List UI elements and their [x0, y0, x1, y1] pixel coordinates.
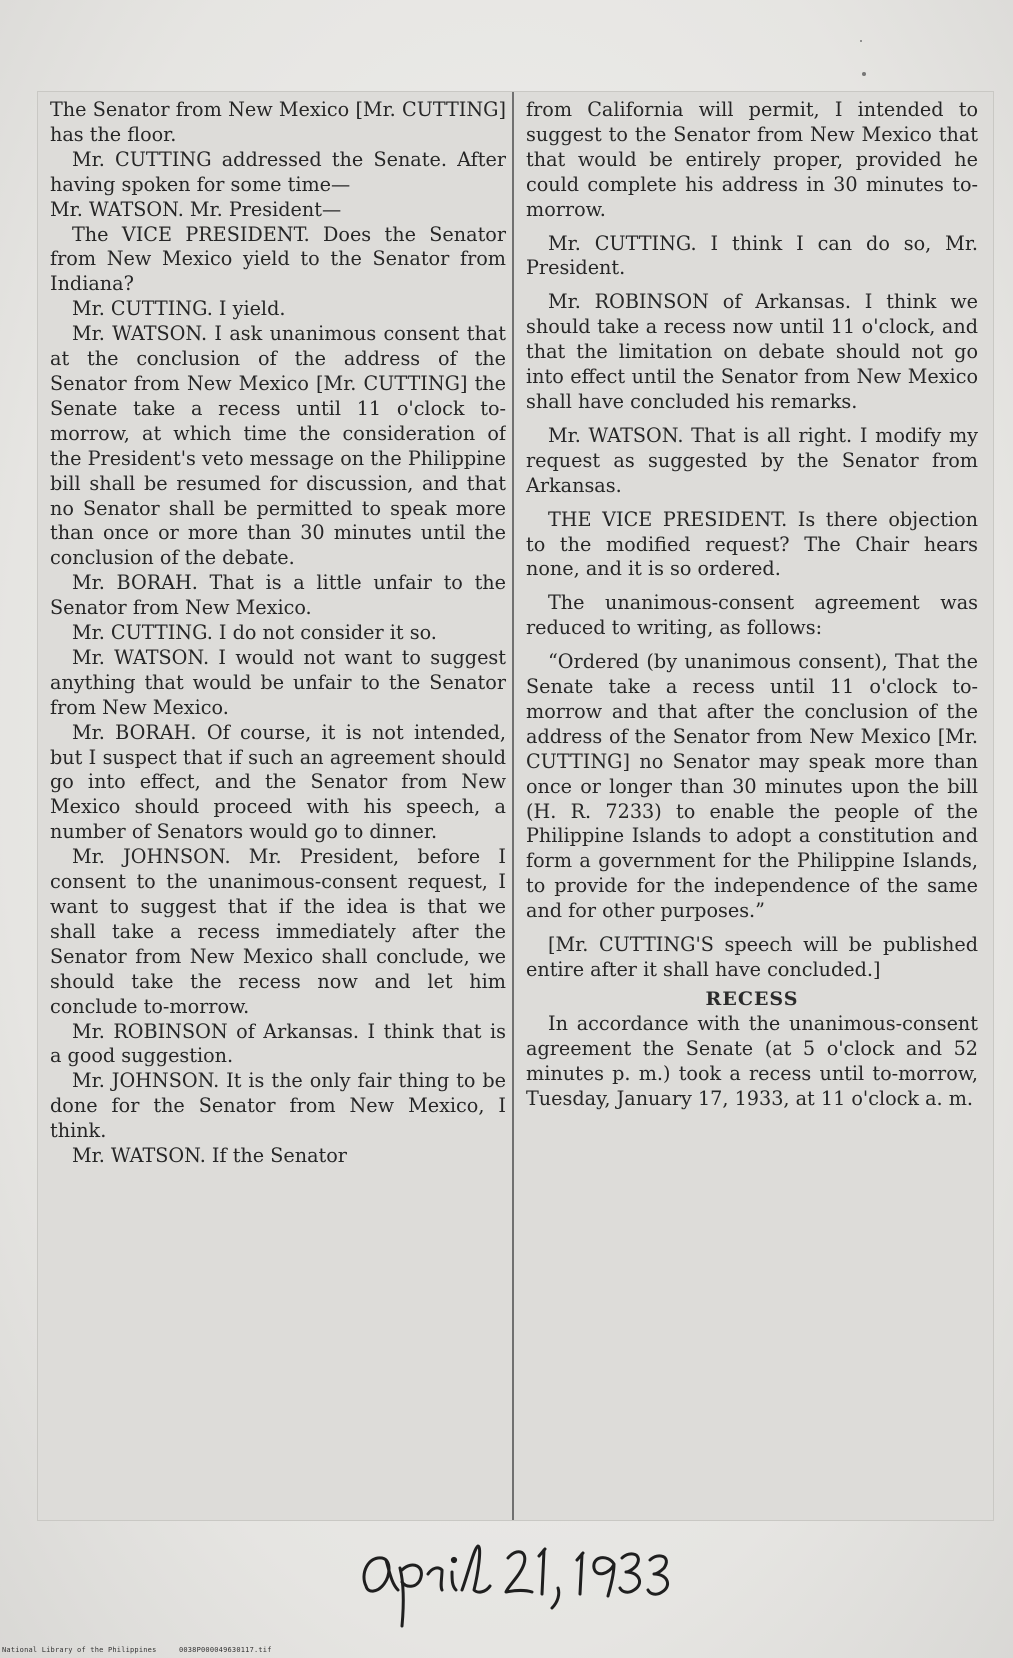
speck: [862, 72, 866, 76]
handwriting-drawing: [356, 1534, 676, 1632]
left_column-paragraph: The VICE PRESIDENT. Does the Senator from New Mexico yield to the Senator from Indiana?: [50, 222, 506, 296]
left_column-paragraph: Mr. CUTTING. I yield.: [72, 297, 286, 321]
left_column-paragraph: Mr. WATSON. I ask unanimous consent that at the conclusion of the address of the Senator from New Mexico [Mr. CUTTING] the Senate take a recess until 11 o'clock to-morrow, at which time the consideration of the President's veto message on the Philippine bill shall be resumed for discussion, and that no Senator shall be permitted to speak more than once or more than 30 minutes until the conclusion of the debate.: [50, 322, 506, 570]
left-column: [50, 98, 506, 1514]
right_column-paragraph: [Mr. CUTTING'S speech will be published entire after it shall have concluded.]: [526, 933, 978, 981]
right_column-paragraph: Mr. WATSON. That is all right. I modify my request as suggested by the Senator from Arkansas.: [526, 423, 978, 497]
right_column-paragraph: Mr. ROBINSON of Arkansas. I think we should take a recess now until 11 o'clock, and that the limitation on debate should not go into effect until the Senator from New Mexico shall have concluded his remarks.: [526, 290, 978, 413]
right_column-paragraph: The unanimous-consent agreement was reduced to writing, as follows:: [526, 591, 978, 640]
right_column-paragraph: THE VICE PRESIDENT. Is there objection to the modified request? The Chair hears none, and it is so ordered.: [526, 507, 978, 581]
left_column-paragraph: Mr. BORAH. Of course, it is not intended, but I suspect that if such an agreement should go into effect, and the Senator from New Mexico should proceed with his speech, a number of Senators would go to dinner.: [50, 720, 506, 844]
column-rule: [512, 92, 514, 1520]
right_column-paragraph: from California will permit, I intended to suggest to the Senator from New Mexico that that would be entirely proper, provided he could complete his address in 30 minutes to-morrow.: [526, 98, 978, 221]
recess-heading: RECESS: [705, 987, 799, 1010]
left_column-paragraph: The Senator from New Mexico [Mr. CUTTING] has the floor.: [50, 98, 506, 146]
footer-library: National Library of the Philippines: [2, 1646, 157, 1654]
speck: [860, 40, 862, 42]
right_column-paragraph: Mr. CUTTING. I think I can do so, Mr. President.: [526, 231, 978, 280]
footer-file-id: 0038P000049630117.tif: [178, 1646, 272, 1654]
left_column-paragraph: Mr. CUTTING. I do not consider it so.: [72, 621, 437, 645]
scan-footer: [2, 1646, 290, 1654]
right-column-paragraphs: [526, 98, 978, 983]
left_column-paragraph: Mr. WATSON. If the Senator: [72, 1144, 347, 1168]
right_column-paragraph: “Ordered (by unanimous consent), That the Senate take a recess until 11 o'clock to-morrow and that after the conclusion of the address of the Senator from New Mexico [Mr. CUTTING] no Senator may speak more than once or longer than 30 minutes upon the bill (H. R. 7233) to enable the people of the Philippine Islands to adopt a constitution and form a government for the Philippine Islands, to provide for the independence of the same and for other purposes.”: [526, 650, 978, 923]
left_column-paragraph: Mr. JOHNSON. Mr. President, before I consent to the unanimous-consent request, I want to suggest that if the idea is that we shall take a recess immediately after the Senator from New Mexico shall conclude, we should take the recess now and let him conclude to-morrow.: [50, 845, 506, 1018]
handwritten-date: [356, 1534, 676, 1632]
right-column: [518, 98, 978, 1514]
left_column-paragraph: Mr. JOHNSON. It is the only fair thing to be done for the Senator from New Mexico, I think.: [50, 1069, 506, 1143]
left_column-paragraph: Mr. CUTTING addressed the Senate. After having spoken for some time—: [50, 147, 506, 196]
newspaper-clipping: [38, 92, 993, 1520]
left_column-paragraph: Mr. BORAH. That is a little unfair to the Senator from New Mexico.: [50, 571, 506, 620]
left_column-paragraph: Mr. WATSON. Mr. President—: [50, 197, 342, 221]
left_column-paragraph: Mr. WATSON. I would not want to suggest anything that would be unfair to the Senator from New Mexico.: [50, 645, 506, 719]
recess-paragraph: In accordance with the unanimous-consent agreement the Senate (at 5 o'clock and 52 minutes p. m.) took a recess until to-morrow, Tuesday, January 17, 1933, at 11 o'clock a. m.: [526, 1011, 978, 1110]
left_column-paragraph: Mr. ROBINSON of Arkansas. I think that is a good suggestion.: [50, 1019, 506, 1068]
